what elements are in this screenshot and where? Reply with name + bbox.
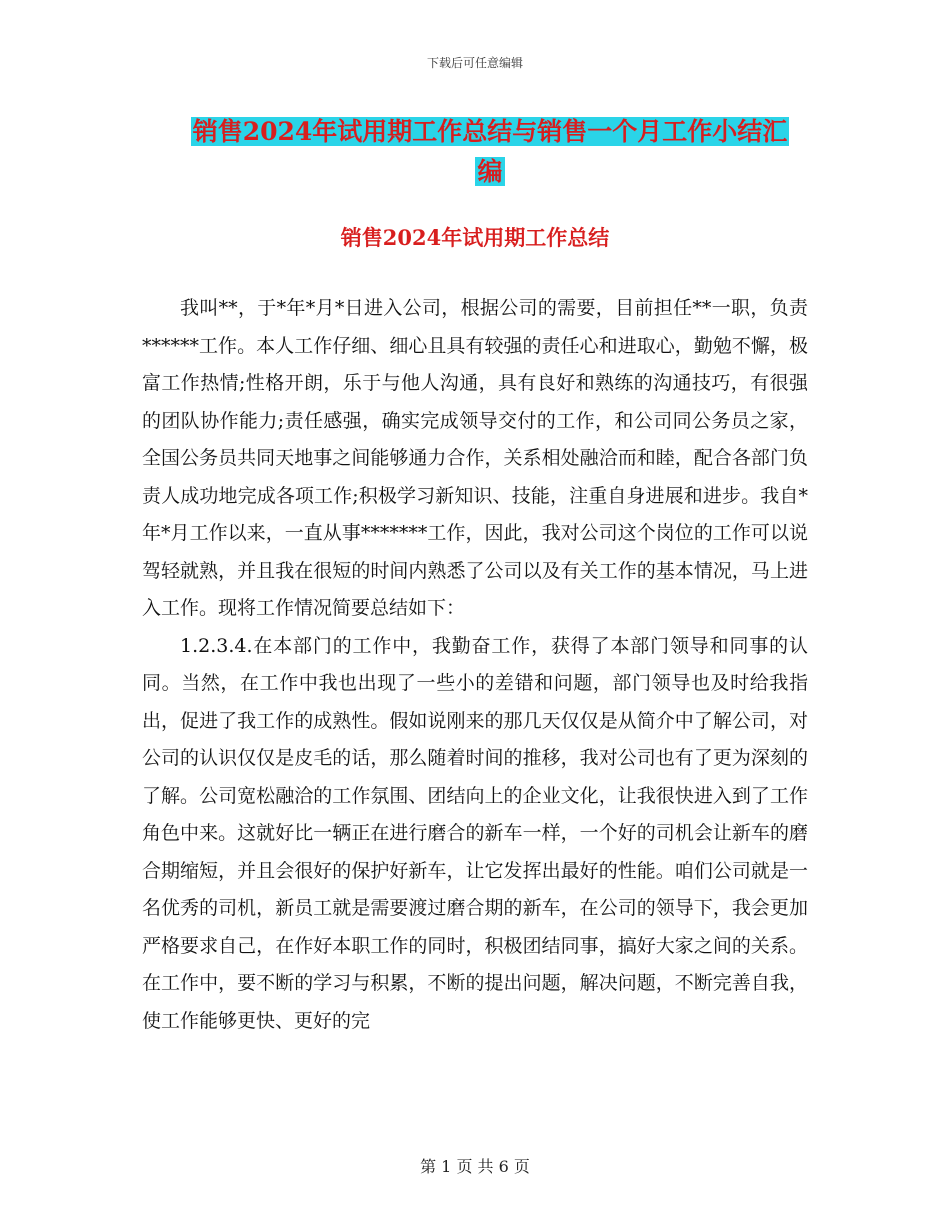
document-body: [142, 290, 808, 1040]
document-title: [140, 112, 840, 192]
header-note: 下载后可任意编辑: [426, 56, 523, 70]
document-title-line2: 编: [477, 157, 503, 186]
page-footer: 第 1 页 共 6 页: [420, 1157, 530, 1176]
body-paragraph: 我叫**，于*年*月*日进入公司，根据公司的需要，目前担任**一职，负责******工作。本人工作仔细、细心且具有较强的责任心和进取心，勤勉不懈，极富工作热情;性格开朗，乐于与他人沟通，具有良好和熟练的沟通技巧，有很强的团队协作能力;责任感强，确实完成领导交付的工作，和公司同公务员之家，全国公务员共同天地事之间能够通力合作，关系相处融洽而和睦，配合各部门负责人成功地完成各项工作;积极学习新知识、技能，注重自身进展和进步。我自*年*月工作以来，一直从事*******工作，因此，我对公司这个岗位的工作可以说驾轻就熟，并且我在很短的时间内熟悉了公司以及有关工作的基本情况，马上进入工作。现将工作情况简要总结如下：: [142, 297, 808, 619]
document-title-line1: 销售2024年试用期工作总结与销售一个月工作小结汇: [192, 117, 788, 146]
body-paragraph: 1.2.3.4.在本部门的工作中，我勤奋工作，获得了本部门领导和同事的认同。当然，在工作中我也出现了一些小的差错和问题，部门领导也及时给我指出，促进了我工作的成熟性。假如说刚来的那几天仅仅是从简介中了解公司，对公司的认识仅仅是皮毛的话，那么随着时间的推移，我对公司也有了更为深刻的了解。公司宽松融洽的工作氛围、团结向上的企业文化，让我很快进入到了工作角色中来。这就好比一辆正在进行磨合的新车一样，一个好的司机会让新车的磨合期缩短，并且会很好的保护好新车，让它发挥出最好的性能。咱们公司就是一名优秀的司机，新员工就是需要渡过磨合期的新车，在公司的领导下，我会更加严格要求自己，在作好本职工作的同时，积极团结同事，搞好大家之间的关系。在工作中，要不断的学习与积累，不断的提出问题，解决问题，不断完善自我，使工作能够更快、更好的完: [142, 634, 808, 1032]
section-title: 销售2024年试用期工作总结: [340, 225, 610, 250]
